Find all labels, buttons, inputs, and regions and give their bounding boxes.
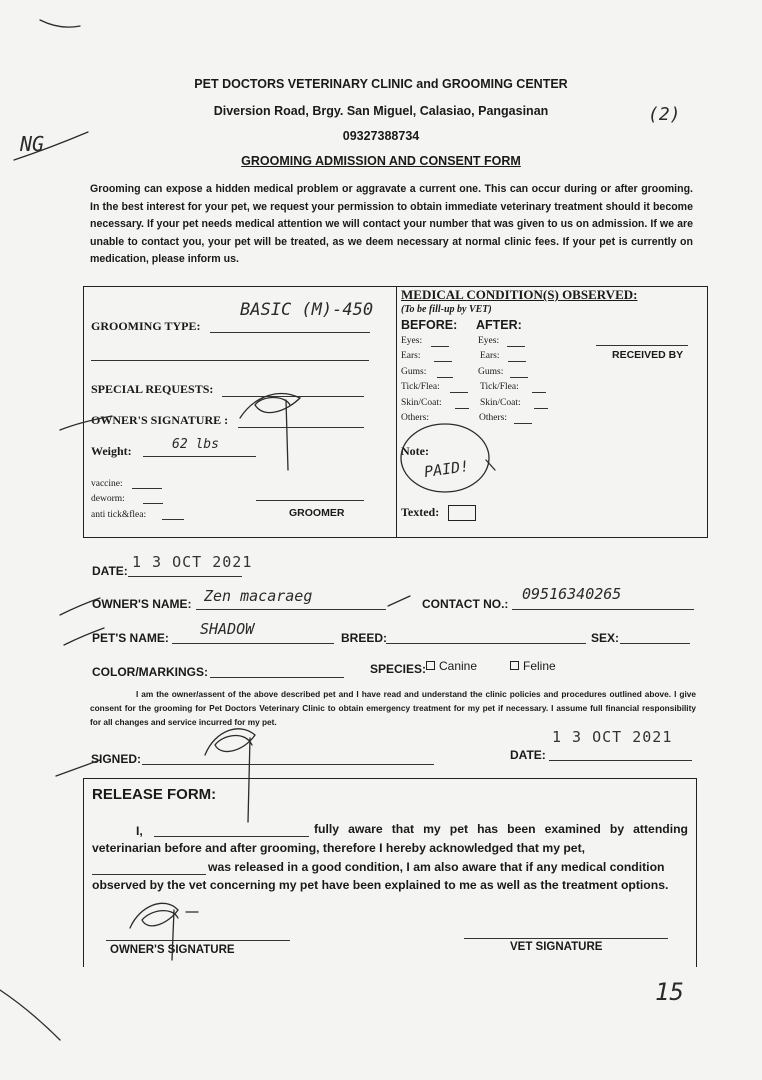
after-item-skin: Skin/Coat: bbox=[480, 398, 521, 408]
feline-checkbox-icon[interactable] bbox=[510, 661, 519, 670]
after-ears-line[interactable] bbox=[508, 351, 526, 362]
release-owner-signature-label: OWNER'S SIGNATURE bbox=[110, 944, 235, 956]
margin-mark-ng: NG bbox=[20, 132, 45, 156]
color-markings-label: COLOR/MARKINGS: bbox=[92, 665, 208, 679]
grooming-type-value: BASIC (M)-450 bbox=[240, 300, 374, 320]
groomer-label: GROOMER bbox=[289, 507, 345, 519]
after-tick-line[interactable] bbox=[532, 382, 546, 393]
after-label: AFTER: bbox=[476, 318, 522, 332]
before-item-eyes: Eyes: bbox=[401, 336, 423, 346]
texted-checkbox[interactable] bbox=[448, 505, 476, 521]
margin-mark-initials: 15 bbox=[655, 978, 684, 1006]
release-text-end: was released in a good condition, I am also aware that if any medical condition observed by the vet concerning my pet have been explained to me as well as the treatment options. bbox=[92, 860, 669, 892]
clinic-address: Diversion Road, Brgy. San Miguel, Calasiao, Pangasinan bbox=[213, 104, 549, 118]
after-eyes-line[interactable] bbox=[507, 336, 525, 347]
grooming-type-label: GROOMING TYPE: bbox=[91, 319, 201, 333]
groomer-line[interactable] bbox=[256, 490, 364, 501]
medical-subtitle: (To be fill-up by VET) bbox=[401, 304, 492, 315]
note-value: PAID! bbox=[422, 456, 471, 482]
after-item-eyes: Eyes: bbox=[478, 336, 500, 346]
date-label: DATE: bbox=[92, 564, 128, 578]
pet-name-label: PET'S NAME: bbox=[92, 631, 169, 645]
feline-label: Feline bbox=[523, 659, 556, 673]
received-by-label: RECEIVED BY bbox=[612, 349, 684, 361]
color-markings-line[interactable] bbox=[210, 663, 344, 678]
consent-date-label: DATE: bbox=[510, 748, 546, 762]
species-canine-option[interactable] bbox=[426, 659, 477, 673]
grooming-type-line[interactable] bbox=[210, 318, 370, 333]
intro-text: Grooming can expose a hidden medical problem or aggravate a current one. This can occur during or after grooming. In the best interest for your pet, we request your permission to obtain immediate veterinary treatment should it become necessary. If your pet needs medical attention we will contact your number that was given to us on admission. If we are unable to contact you, your pet will be treated, as we deem necessary at normal clinic fees. If your pet is currently on medication, please inform us. bbox=[90, 183, 693, 265]
vaccine-line[interactable] bbox=[132, 478, 162, 489]
signed-line[interactable] bbox=[142, 750, 434, 765]
after-item-others: Others: bbox=[479, 413, 507, 423]
canine-checkbox-icon[interactable] bbox=[426, 661, 435, 670]
species-feline-option[interactable] bbox=[510, 659, 556, 673]
before-label: BEFORE: bbox=[401, 318, 458, 332]
before-item-gums: Gums: bbox=[401, 367, 427, 377]
release-text-i: I, bbox=[136, 824, 143, 838]
after-item-tick: Tick/Flea: bbox=[480, 382, 519, 392]
note-label: Note: bbox=[401, 444, 429, 458]
weight-value: 62 lbs bbox=[172, 437, 219, 452]
after-item-gums: Gums: bbox=[478, 367, 504, 377]
release-title: RELEASE FORM: bbox=[92, 786, 217, 803]
sex-label: SEX: bbox=[591, 631, 620, 645]
form-title: GROOMING ADMISSION AND CONSENT FORM bbox=[241, 154, 521, 168]
medical-title: MEDICAL CONDITION(S) OBSERVED: bbox=[401, 287, 638, 302]
before-eyes-line[interactable] bbox=[431, 336, 449, 347]
after-gums-line[interactable] bbox=[510, 367, 528, 378]
date-value: 1 3 OCT 2021 bbox=[132, 553, 253, 571]
signed-label: SIGNED: bbox=[91, 752, 142, 766]
special-requests-label: SPECIAL REQUESTS: bbox=[91, 382, 214, 396]
release-text-body: fully aware that my pet has been examined by attending veterinarian before and after grooming, therefore I hereby acknowledged that my pet, bbox=[92, 822, 688, 855]
before-item-ears: Ears: bbox=[401, 351, 421, 361]
breed-line[interactable] bbox=[386, 629, 586, 644]
contact-value: 09516340265 bbox=[522, 585, 622, 603]
consent-text: I am the owner/assent of the above described pet and I have read and understand the clinic policies and procedures outlined above. I give consent for the grooming for Pet Doctors Veterinary Clinic to obtain emergency treatment for my pet if necessary. I assume full financial responsibility for all changes and service incurred for my pet. bbox=[90, 689, 696, 727]
deworm-label: deworm: bbox=[91, 494, 125, 504]
before-gums-line[interactable] bbox=[437, 367, 453, 378]
before-tick-line[interactable] bbox=[450, 382, 468, 393]
after-skin-line[interactable] bbox=[534, 398, 548, 409]
release-vet-signature-label: VET SIGNATURE bbox=[510, 941, 603, 953]
release-vet-signature-line[interactable] bbox=[464, 926, 668, 939]
sex-line[interactable] bbox=[620, 629, 690, 644]
texted-label: Texted: bbox=[401, 505, 440, 519]
canine-label: Canine bbox=[439, 659, 478, 673]
before-item-tick: Tick/Flea: bbox=[401, 382, 440, 392]
after-others-line[interactable] bbox=[514, 413, 532, 424]
owner-name-value: Zen macaraeg bbox=[204, 587, 313, 605]
before-item-skin: Skin/Coat: bbox=[401, 398, 442, 408]
pet-name-value: SHADOW bbox=[200, 620, 255, 638]
breed-label: BREED: bbox=[341, 631, 388, 645]
owner-signature-line[interactable] bbox=[238, 413, 364, 428]
special-requests-line[interactable] bbox=[222, 382, 364, 397]
consent-date-value: 1 3 OCT 2021 bbox=[552, 728, 673, 746]
weight-label: Weight: bbox=[91, 444, 132, 458]
contact-label: CONTACT NO.: bbox=[422, 597, 509, 611]
before-item-others: Others: bbox=[401, 413, 429, 423]
grooming-type-line-2[interactable] bbox=[91, 348, 369, 361]
received-by-line[interactable] bbox=[596, 335, 688, 346]
vaccine-label: vaccine: bbox=[91, 479, 123, 489]
after-item-ears: Ears: bbox=[480, 351, 500, 361]
box-divider bbox=[396, 286, 397, 537]
owner-name-label: OWNER'S NAME: bbox=[92, 597, 192, 611]
release-owner-signature-line[interactable] bbox=[106, 928, 290, 941]
clinic-name: PET DOCTORS VETERINARY CLINIC and GROOMING CENTER bbox=[194, 77, 568, 91]
owner-signature-label: OWNER'S SIGNATURE : bbox=[91, 413, 229, 427]
anti-tick-line[interactable] bbox=[162, 509, 184, 520]
before-skin-line[interactable] bbox=[455, 398, 469, 409]
margin-mark-page-number: (2) bbox=[648, 104, 681, 125]
clinic-phone: 09327388734 bbox=[342, 129, 420, 143]
before-ears-line[interactable] bbox=[434, 351, 452, 362]
consent-date-line[interactable] bbox=[549, 746, 692, 761]
anti-tick-label: anti tick&flea: bbox=[91, 510, 147, 520]
species-label: SPECIES: bbox=[370, 662, 427, 676]
deworm-line[interactable] bbox=[143, 493, 163, 504]
